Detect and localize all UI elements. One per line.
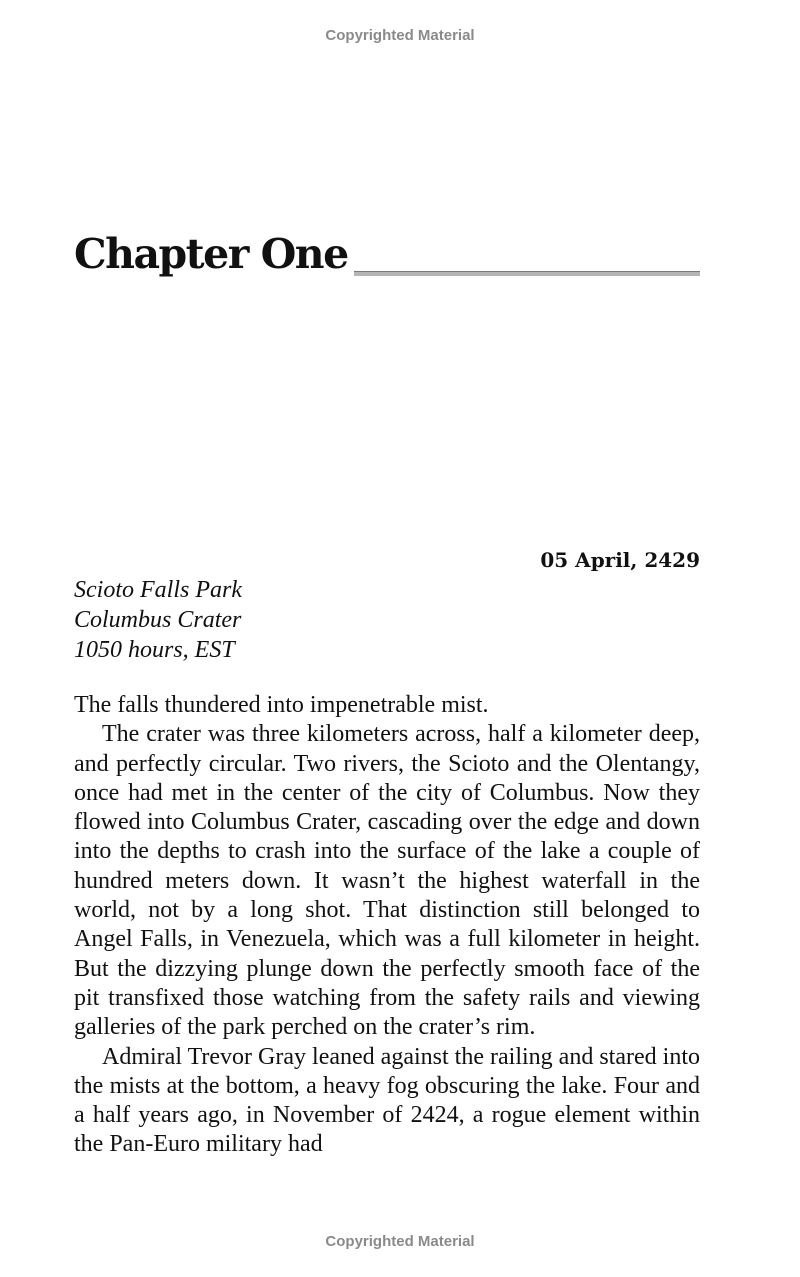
chapter-title: Chapter One [74,228,354,280]
paragraph-1: The falls thundered into impenetrable mist. [74,692,489,718]
chapter-heading [74,228,700,278]
copyright-watermark-top: Copyrighted Material [325,27,475,44]
paragraph-2: The crater was three kilometers across, half a kilometer deep, and perfectly circular. Two rivers, the Scioto and the Olentangy, once had met in the center of the city of Columbus. Now they flowed into Columbus Crater, cascading over the edge and down into the depths to crash into the surface of the lake a couple of hundred meters down. It wasn’t the highest waterfall in the world, not by a long shot. That distinction still belonged to Angel Falls, in Venezuela, which was a full kilometer in height. But the dizzying plunge down the perfectly smooth face of the pit transfixed those watching from the safety rails and viewing galleries of the park perched on the crater’s rim. [74,721,700,1041]
paragraph-3: Admiral Trevor Gray leaned against the railing and stared into the mists at the bottom, a heavy fog obscuring the lake. Four and a half years ago, in November of 2424, a rogue element within the Pan-Euro military had [74,1043,700,1158]
location-line-park: Scioto Falls Park [74,577,242,603]
dateline: 05 April, 2429 [540,548,700,572]
location-block [74,575,700,665]
copyright-watermark-bottom: Copyrighted Material [325,1233,475,1250]
location-line-crater: Columbus Crater [74,607,242,633]
location-line-time: 1050 hours, EST [74,637,235,663]
body-text [74,691,700,1160]
